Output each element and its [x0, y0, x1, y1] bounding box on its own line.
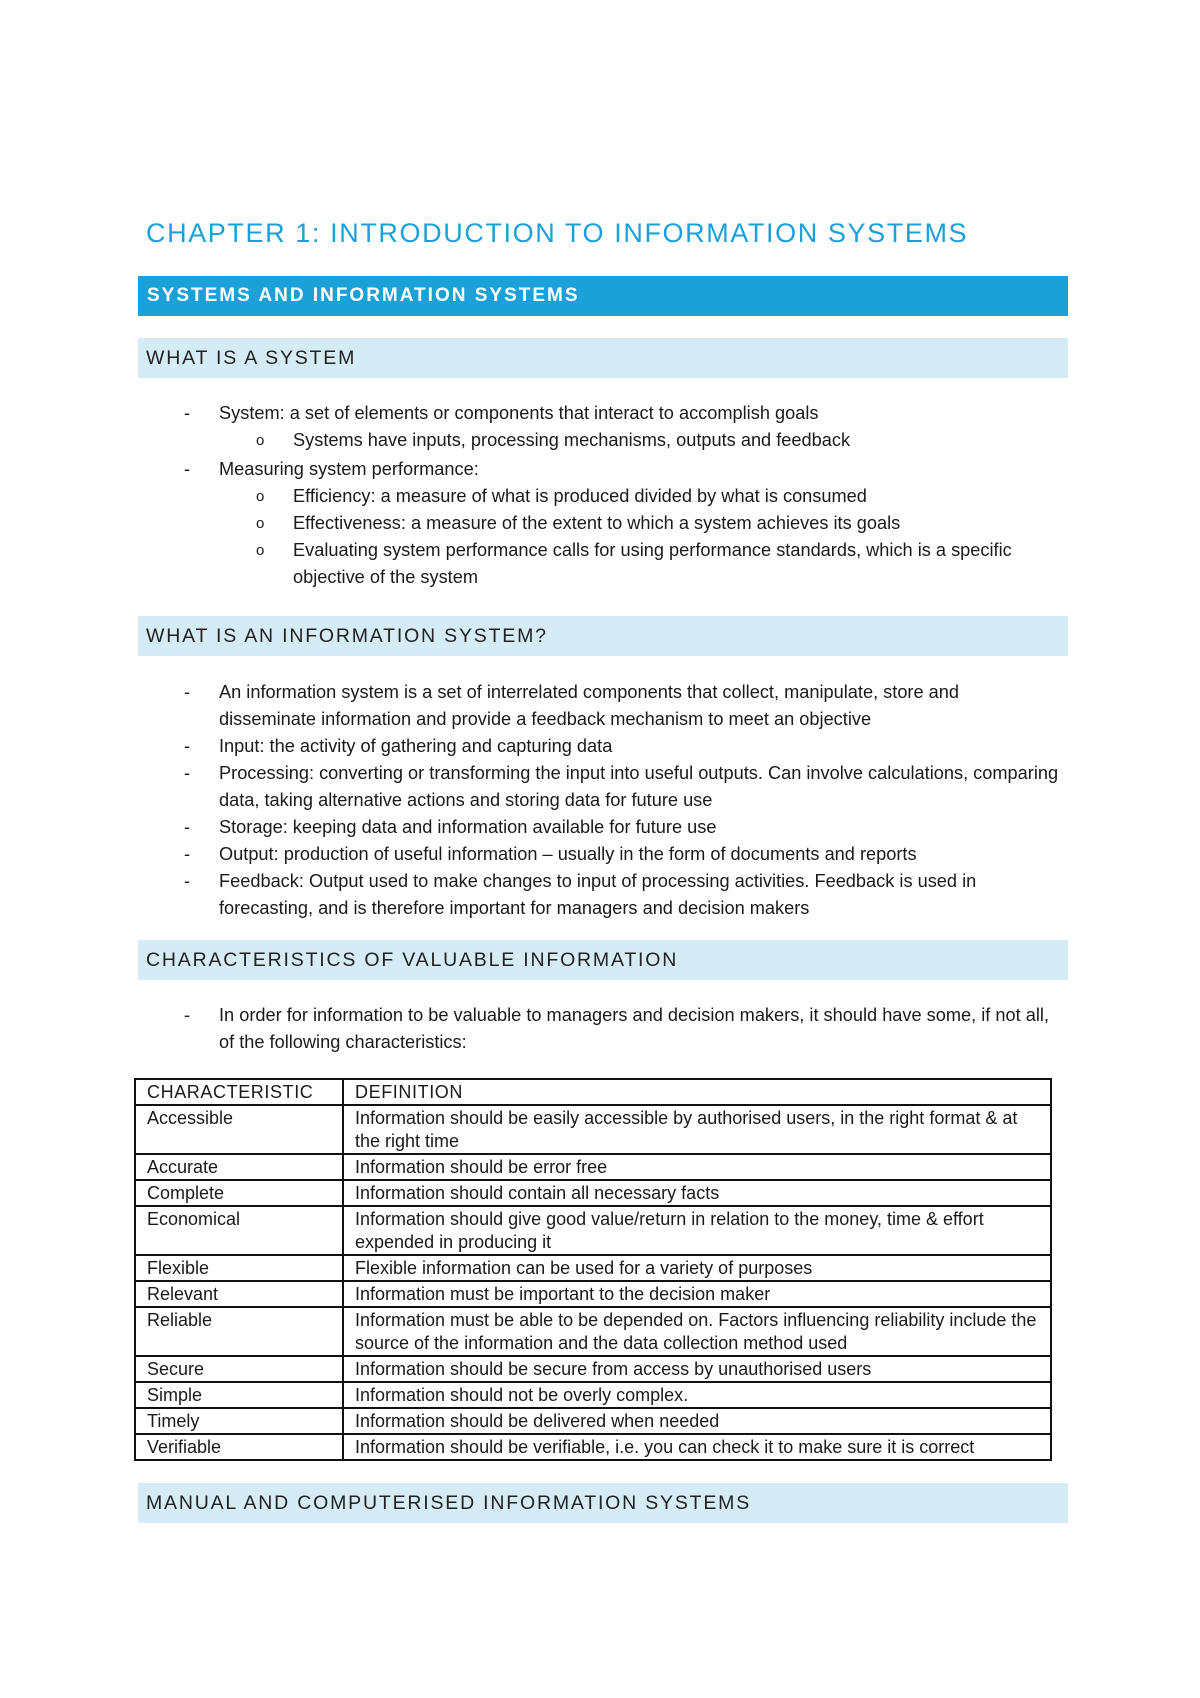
cell-characteristic: Reliable [135, 1307, 343, 1356]
cell-definition: Information must be able to be depended on. Factors influencing reliability include the source of the information and the data collection method used [343, 1307, 1051, 1356]
list-item: - System: a set of elements or components that interact to accomplish goals [0, 400, 1059, 427]
table-row [135, 1356, 1051, 1382]
column-header-definition: DEFINITION [343, 1079, 1051, 1105]
subheading-manual-computerised: MANUAL AND COMPUTERISED INFORMATION SYSTEMS [138, 1483, 1068, 1523]
cell-characteristic: Accurate [135, 1154, 343, 1180]
table-row [135, 1307, 1051, 1356]
cell-definition: Information should be secure from access by unauthorised users [343, 1356, 1051, 1382]
table-header-row [135, 1079, 1051, 1105]
table-row [135, 1105, 1051, 1154]
subheading-characteristics: CHARACTERISTICS OF VALUABLE INFORMATION [138, 940, 1068, 980]
table-row [135, 1382, 1051, 1408]
table-row [135, 1408, 1051, 1434]
list-item: - Input: the activity of gathering and capturing data [0, 733, 1059, 760]
characteristics-intro-list [0, 1002, 1059, 1056]
cell-characteristic: Relevant [135, 1281, 343, 1307]
cell-characteristic: Simple [135, 1382, 343, 1408]
list-item: - An information system is a set of interrelated components that collect, manipulate, store and disseminate information and provide a feedback mechanism to meet an objective [0, 679, 1059, 733]
cell-characteristic: Timely [135, 1408, 343, 1434]
list-item: - Storage: keeping data and information available for future use [0, 814, 1059, 841]
cell-definition: Information should be easily accessible by authorised users, in the right format & at the right time [343, 1105, 1051, 1154]
list-item: - Output: production of useful information – usually in the form of documents and reports [0, 841, 1059, 868]
table-row [135, 1255, 1051, 1281]
list-item: - Processing: converting or transforming the input into useful outputs. Can involve calculations, comparing data, taking alternative actions and storing data for future use [0, 760, 1059, 814]
what-is-is-list [0, 679, 1059, 922]
cell-characteristic: Flexible [135, 1255, 343, 1281]
cell-definition: Information should contain all necessary facts [343, 1180, 1051, 1206]
subheading-what-is-an-information-system: WHAT IS AN INFORMATION SYSTEM? [138, 616, 1068, 656]
list-item: - Measuring system performance: [0, 456, 1059, 483]
list-item: - In order for information to be valuable to managers and decision makers, it should have some, if not all, of the following characteristics: [0, 1002, 1059, 1056]
section-heading-systems: SYSTEMS AND INFORMATION SYSTEMS [138, 276, 1068, 316]
table-row [135, 1154, 1051, 1180]
list-item: - Feedback: Output used to make changes to input of processing activities. Feedback is used in forecasting, and is therefore important for managers and decision makers [0, 868, 1059, 922]
sub-list-item: o Systems have inputs, processing mechanisms, outputs and feedback [0, 427, 1059, 454]
cell-characteristic: Secure [135, 1356, 343, 1382]
column-header-characteristic: CHARACTERISTIC [135, 1079, 343, 1105]
cell-definition: Information should be verifiable, i.e. you can check it to make sure it is correct [343, 1434, 1051, 1460]
cell-definition: Information should be delivered when needed [343, 1408, 1051, 1434]
cell-definition: Information should be error free [343, 1154, 1051, 1180]
table-row [135, 1206, 1051, 1255]
sub-list-item: o Effectiveness: a measure of the extent to which a system achieves its goals [0, 510, 1059, 537]
table-row [135, 1281, 1051, 1307]
sub-list-item: o Efficiency: a measure of what is produced divided by what is consumed [0, 483, 1059, 510]
table-row [135, 1434, 1051, 1460]
sub-list-item: o Evaluating system performance calls for using performance standards, which is a specific objective of the system [0, 537, 1059, 591]
subheading-what-is-a-system: WHAT IS A SYSTEM [138, 338, 1068, 378]
cell-characteristic: Accessible [135, 1105, 343, 1154]
cell-definition: Flexible information can be used for a variety of purposes [343, 1255, 1051, 1281]
cell-characteristic: Verifiable [135, 1434, 343, 1460]
cell-definition: Information should not be overly complex. [343, 1382, 1051, 1408]
cell-characteristic: Complete [135, 1180, 343, 1206]
chapter-title: CHAPTER 1: INTRODUCTION TO INFORMATION SYSTEMS [146, 218, 969, 248]
what-is-system-list [0, 400, 1059, 591]
cell-characteristic: Economical [135, 1206, 343, 1255]
table-row [135, 1180, 1051, 1206]
cell-definition: Information must be important to the decision maker [343, 1281, 1051, 1307]
characteristics-table [134, 1078, 1052, 1461]
cell-definition: Information should give good value/return in relation to the money, time & effort expended in producing it [343, 1206, 1051, 1255]
